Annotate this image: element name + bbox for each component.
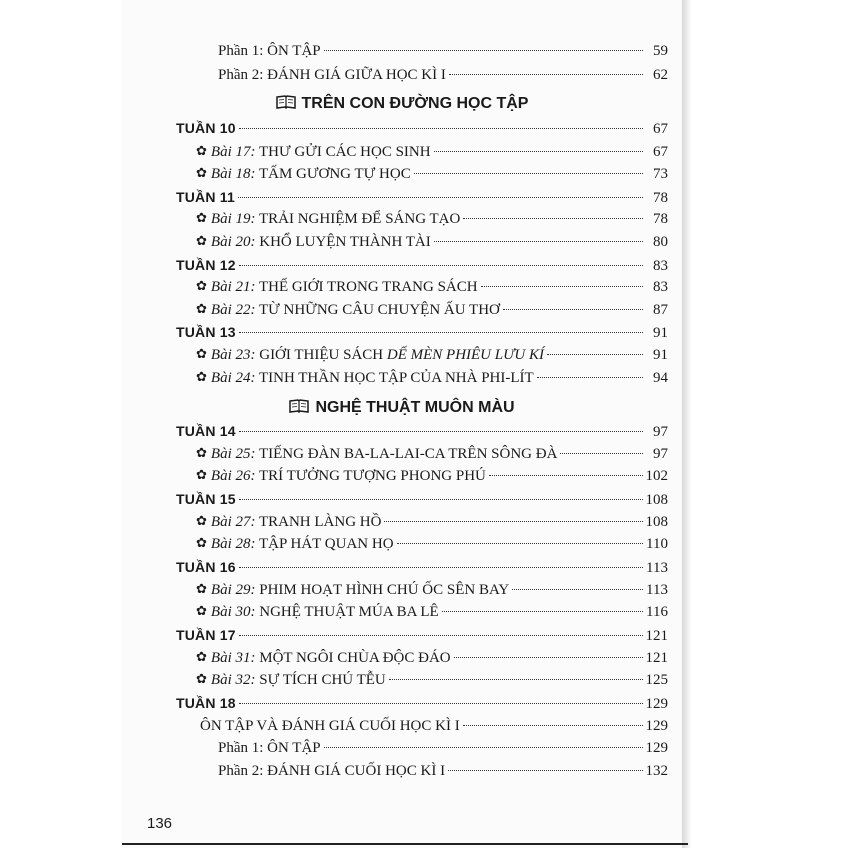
toc-page-number: 94 [653,370,668,386]
toc-part-row [218,64,668,86]
flower-icon: ✿ [196,278,207,293]
flower-icon: ✿ [196,210,207,225]
dot-leader [239,128,643,129]
toc-lesson-row [196,533,668,555]
toc-entry-label: Phần 2: ĐÁNH GIÁ GIỮA HỌC KÌ I [218,67,446,83]
toc-entry-label [196,344,544,366]
toc-entry-label [196,141,431,163]
toc-week-row [176,692,668,714]
dot-leader [489,475,643,476]
toc-entry-label: TUẦN 14 [176,423,236,439]
toc-page-number: 102 [645,468,668,484]
dot-leader [560,453,643,454]
section-title-text: TRÊN CON ĐƯỜNG HỌC TẬP [301,95,529,112]
dot-leader [238,197,643,198]
toc-page-number: 113 [646,582,668,598]
dot-leader [389,679,643,680]
dot-leader [239,703,643,704]
dot-leader [414,173,643,174]
toc-week-row [176,117,668,139]
toc-lesson-row [196,163,668,185]
toc-entry-label [196,443,557,465]
book-title-italic: DẾ MÈN PHIÊU LƯU KÍ [386,347,545,363]
lesson-number: Bài 18: [210,166,256,182]
toc-entry-label [196,299,500,321]
toc-page-number: 121 [645,628,668,644]
lesson-number: Bài 17: [210,144,256,160]
toc-entry-label [196,647,451,669]
toc-entry-label: TUẦN 13 [176,324,236,340]
toc-page-number: 80 [653,234,668,250]
toc-page-number: 97 [653,424,668,440]
flower-icon: ✿ [196,346,207,361]
lesson-title: TIẾNG ĐÀN BA-LA-LAI-CA TRÊN SÔNG ĐÀ [258,446,558,462]
toc-page-number: 108 [645,492,668,508]
lesson-number: Bài 20: [210,234,256,250]
toc-page-number: 83 [653,258,668,274]
lesson-number: Bài 32: [210,672,256,688]
lesson-number: Bài 24: [210,370,256,386]
dot-leader [239,431,643,432]
dot-leader [547,354,643,355]
toc-week-row [176,624,668,646]
flower-icon: ✿ [196,165,207,180]
lesson-number: Bài 26: [210,468,256,484]
dot-leader [239,332,643,333]
toc-page-number: 78 [653,190,668,206]
toc-lesson-row [196,231,668,253]
toc-entry-label: TUẦN 18 [176,695,236,711]
toc-page-number: 110 [646,536,668,552]
toc-lesson-row [196,579,668,601]
section-title [122,92,682,116]
dot-leader [434,241,643,242]
toc-entry-label [196,163,411,185]
toc-entry-label [196,208,460,230]
open-book-icon [276,93,296,107]
lesson-title: THƯ GỬI CÁC HỌC SINH [258,144,431,160]
toc-week-row [176,420,668,442]
dot-leader [454,657,643,658]
toc-entry-label [196,276,478,298]
toc-entry-label: Phần 1: ÔN TẬP [218,740,321,756]
toc-entry-label [196,231,431,253]
toc-entry-label: TUẦN 11 [176,189,235,205]
toc-entry-label [196,579,509,601]
lesson-title: TRẢI NGHIỆM ĐỂ SÁNG TẠO [258,211,461,227]
dot-leader [384,521,642,522]
flower-icon: ✿ [196,671,207,686]
toc-page-number: 116 [646,604,668,620]
toc-entry-label: TUẦN 10 [176,120,236,136]
lesson-title: THẾ GIỚI TRONG TRANG SÁCH [258,279,478,295]
dot-leader [537,377,643,378]
lesson-title: SỰ TÍCH CHÚ TỄU [259,672,386,688]
toc-page-number: 125 [645,672,668,688]
dot-leader [512,589,643,590]
toc-page-number: 129 [645,718,668,734]
lesson-number: Bài 23: [210,347,256,363]
toc-part-row [218,737,668,759]
lesson-title: TRANH LÀNG HỒ [258,514,382,530]
toc-page-number: 121 [645,650,668,666]
dot-leader [481,286,643,287]
toc-entry-label [196,533,394,555]
flower-icon: ✿ [196,445,207,460]
toc-entry-label: TUẦN 15 [176,491,236,507]
toc-entry-label [196,465,486,487]
footer-page-number: 136 [147,815,173,832]
lesson-number: Bài 28: [210,536,256,552]
dot-leader [449,74,643,75]
dot-leader [239,567,643,568]
toc-entry-label: Phần 2: ĐÁNH GIÁ CUỐI HỌC KÌ I [218,763,446,779]
toc-page-number: 91 [653,347,668,363]
toc-lesson-row [196,141,668,163]
toc-lesson-row [196,669,668,691]
dot-leader [463,725,643,726]
toc-page-number: 91 [653,325,668,341]
toc-week-row [176,321,668,343]
lesson-title: KHỔ LUYỆN THÀNH TÀI [259,234,431,250]
toc-entry-label: TUẦN 16 [176,559,236,575]
toc-page-number: 62 [653,67,668,83]
dot-leader [503,309,643,310]
lesson-title: TẬP HÁT QUAN HỌ [258,536,394,552]
section-title-text: NGHỆ THUẬT MUÔN MÀU [315,399,515,416]
lesson-title: TRÍ TƯỞNG TƯỢNG PHONG PHÚ [258,468,486,484]
lesson-title: NGHỆ THUẬT MÚA BA LÊ [259,604,439,620]
dot-leader [239,635,643,636]
toc-page-number: 67 [653,144,668,160]
dot-leader [324,747,643,748]
lesson-number: Bài 31: [210,650,256,666]
flower-icon: ✿ [196,467,207,482]
lesson-title: GIỚI THIỆU SÁCH [259,347,384,363]
dot-leader [434,151,643,152]
toc-entry-label: TUẦN 17 [176,627,236,643]
toc-lesson-row [196,465,668,487]
open-book-icon [289,397,309,411]
toc-page-number: 97 [653,446,668,462]
toc-page-number: 132 [645,763,668,779]
toc-lesson-row [196,208,668,230]
lesson-title: TẤM GƯƠNG TỰ HỌC [258,166,411,182]
toc-entry-label [196,669,386,691]
toc-lesson-row [196,344,668,366]
lesson-title: MỘT NGÔI CHÙA ĐỘC ĐÁO [259,650,451,666]
dot-leader [448,770,642,771]
toc-part-row [218,760,668,782]
toc-lesson-row [196,601,668,623]
lesson-number: Bài 25: [210,446,256,462]
flower-icon: ✿ [196,581,207,596]
dot-leader [463,218,643,219]
toc-week-row [176,186,668,208]
toc-part-row [218,40,668,62]
toc-page-number: 59 [653,43,668,59]
lesson-number: Bài 21: [210,279,256,295]
lesson-number: Bài 30: [210,604,256,620]
lesson-title: TINH THẦN HỌC TẬP CỦA NHÀ PHI-LÍT [258,370,534,386]
flower-icon: ✿ [196,143,207,158]
toc-entry-label: TUẦN 12 [176,257,236,273]
toc-page-number: 67 [653,121,668,137]
dot-leader [397,543,643,544]
toc-entry-label [196,511,381,533]
dot-leader [442,611,643,612]
lesson-number: Bài 27: [210,514,256,530]
toc-lesson-row [196,443,668,465]
toc-lesson-row [196,647,668,669]
toc-lesson-row [196,276,668,298]
toc-page-number: 129 [645,740,668,756]
flower-icon: ✿ [196,513,207,528]
toc-page-number: 113 [646,560,668,576]
toc-page-number: 73 [653,166,668,182]
toc-entry-label: ÔN TẬP VÀ ĐÁNH GIÁ CUỐI HỌC KÌ I [200,718,460,734]
lesson-title: TỪ NHỮNG CÂU CHUYỆN ẤU THƠ [258,302,500,318]
toc-entry-label: Phần 1: ÔN TẬP [218,43,321,59]
toc-page-number: 129 [645,696,668,712]
flower-icon: ✿ [196,649,207,664]
toc-week-row [176,254,668,276]
toc-entry-label [196,601,439,623]
dot-leader [324,50,643,51]
lesson-title: PHIM HOẠT HÌNH CHÚ ỐC SÊN BAY [259,582,510,598]
toc-review-row [200,715,668,737]
toc-lesson-row [196,511,668,533]
toc-week-row [176,488,668,510]
toc-week-row [176,556,668,578]
toc-page-number: 83 [653,279,668,295]
toc-page-number: 108 [645,514,668,530]
flower-icon: ✿ [196,603,207,618]
dot-leader [239,499,643,500]
lesson-number: Bài 29: [210,582,256,598]
toc-lesson-row [196,299,668,321]
flower-icon: ✿ [196,535,207,550]
flower-icon: ✿ [196,233,207,248]
toc-lesson-row [196,367,668,389]
lesson-number: Bài 19: [210,211,256,227]
toc-entry-label [196,367,534,389]
section-title [122,396,682,420]
dot-leader [239,265,643,266]
flower-icon: ✿ [196,301,207,316]
toc-page-number: 78 [653,211,668,227]
flower-icon: ✿ [196,369,207,384]
toc-page-number: 87 [653,302,668,318]
lesson-number: Bài 22: [210,302,256,318]
